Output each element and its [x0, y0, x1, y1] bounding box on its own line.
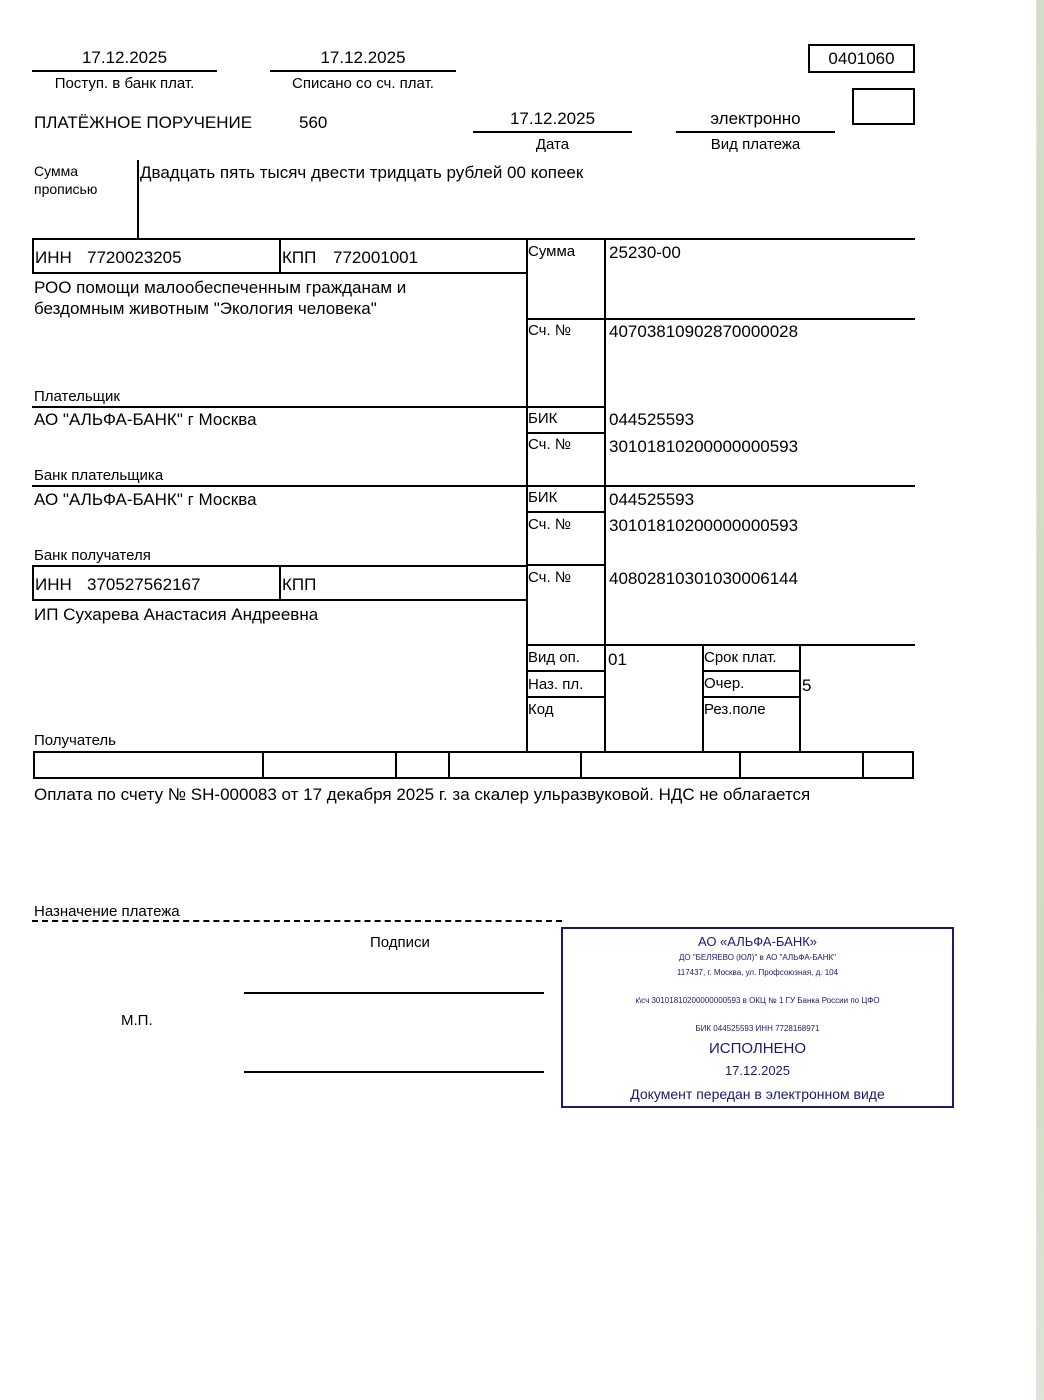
grid-line — [526, 696, 606, 698]
tax-fields-row — [33, 751, 914, 779]
grid-line — [395, 751, 397, 779]
grid-line — [702, 670, 801, 672]
seal-label: М.П. — [121, 1012, 153, 1029]
priority-value: 5 — [802, 676, 812, 695]
payee-account: 40802810301030006144 — [609, 569, 799, 588]
payee-account-label: Сч. № — [528, 569, 571, 586]
payer-kpp: 772001001 — [333, 248, 419, 267]
payer-inn: 7720023205 — [87, 248, 182, 267]
grid-line — [526, 670, 606, 672]
document-title: ПЛАТЁЖНОЕ ПОРУЧЕНИЕ — [34, 113, 253, 132]
grid-line — [604, 238, 606, 751]
reserve-label: Рез.поле — [704, 701, 766, 718]
grid-line — [448, 751, 450, 779]
priority-label: Очер. — [704, 675, 745, 692]
signatures-label: Подписи — [370, 934, 430, 951]
payment-type: электронно — [710, 109, 801, 128]
stamp-corr-account: к\сч 30101810200000000593 в ОКЦ № 1 ГУ Банка России по ЦФО — [635, 996, 880, 1005]
signature-line-2 — [244, 1071, 544, 1073]
grid-line — [580, 751, 582, 779]
received-date-label: Поступ. в банк плат. — [54, 75, 195, 92]
payer-account: 40703810902870000028 — [609, 322, 799, 341]
received-date: 17.12.2025 — [81, 48, 168, 67]
payee-bank-bik: 044525593 — [609, 490, 695, 509]
payee-name: ИП Сухарева Анастасия Андреевна — [34, 605, 319, 624]
payer-bank-bik-label: БИК — [528, 410, 558, 427]
due-label: Срок плат. — [704, 649, 777, 666]
amount-words-label-2: прописью — [34, 181, 98, 197]
payee-bank-account: 30101810200000000593 — [609, 516, 799, 535]
grid-line — [526, 511, 606, 513]
amount-value: 25230-00 — [609, 243, 681, 262]
received-date-line — [32, 70, 217, 72]
stamp-bik-inn: БИК 044525593 ИНН 7728168971 — [695, 1024, 820, 1033]
grid-line — [32, 485, 915, 487]
status-box — [852, 88, 915, 125]
payment-purpose: Оплата по счету № SH-000083 от 17 декабря 2025 г. за скалер ульразвуковой. НДС не облагается — [34, 785, 811, 804]
amount-words-divider — [137, 160, 139, 239]
grid-line — [526, 318, 606, 320]
payee-inn-label: ИНН — [35, 575, 72, 594]
payer-section-label: Плательщик — [34, 388, 120, 405]
payer-name-2: бездомным животным "Экология человека" — [34, 299, 377, 318]
grid-line — [862, 751, 864, 779]
form-code: 0401060 — [808, 44, 915, 73]
document-date-line — [473, 131, 632, 133]
payee-kpp-label: КПП — [282, 575, 317, 594]
code-label: Код — [528, 701, 554, 718]
grid-line — [279, 238, 281, 274]
grid-line — [526, 432, 606, 434]
debited-date-label: Списано со сч. плат. — [292, 75, 434, 92]
payer-name-1: РОО помощи малообеспеченным гражданам и — [34, 278, 407, 297]
bank-stamp — [561, 927, 954, 1108]
document-date-label: Дата — [535, 136, 570, 153]
grid-line — [739, 751, 741, 779]
payer-account-label: Сч. № — [528, 322, 571, 339]
debited-date-line — [270, 70, 456, 72]
op-type-value: 01 — [608, 650, 627, 669]
payer-bank-section-label: Банк плательщика — [34, 467, 164, 484]
purpose-code-label: Наз. пл. — [528, 676, 584, 693]
document-date: 17.12.2025 — [509, 109, 596, 128]
debited-date: 17.12.2025 — [320, 48, 406, 67]
payer-bank-account: 30101810200000000593 — [609, 437, 799, 456]
payer-kpp-label: КПП — [282, 248, 317, 267]
payer-bank-bik: 044525593 — [609, 410, 695, 429]
grid-line — [279, 565, 281, 601]
window-edge — [1036, 0, 1044, 1400]
payee-bank-account-label: Сч. № — [528, 516, 571, 533]
amount-words-value: Двадцать пять тысяч двести тридцать рублей 00 копеек — [140, 163, 584, 182]
payee-bank-name: АО "АЛЬФА-БАНК" г Москва — [34, 490, 257, 509]
stamp-address: 117437, г. Москва, ул. Профсоюзная, д. 104 — [676, 968, 839, 977]
document-number: 560 — [299, 113, 328, 132]
stamp-bank-name: АО «АЛЬФА-БАНК» — [697, 934, 818, 949]
op-type-label: Вид оп. — [528, 649, 580, 666]
grid-line — [262, 751, 264, 779]
payment-type-line — [676, 131, 835, 133]
purpose-divider — [32, 920, 562, 922]
payee-section-label: Получатель — [34, 732, 116, 749]
purpose-label: Назначение платежа — [34, 903, 180, 920]
grid-line — [526, 644, 915, 646]
payee-inn: 370527562167 — [87, 575, 201, 594]
amount-label: Сумма — [528, 243, 576, 260]
stamp-note: Документ передан в электронном виде — [630, 1086, 885, 1102]
signature-line-1 — [244, 992, 544, 994]
payee-bank-bik-label: БИК — [528, 489, 558, 506]
grid-line — [32, 406, 606, 408]
stamp-status: ИСПОЛНЕНО — [708, 1040, 807, 1057]
grid-line — [604, 318, 915, 320]
payer-inn-label: ИНН — [35, 248, 72, 267]
grid-line — [526, 564, 606, 566]
payee-bank-section-label: Банк получателя — [34, 547, 151, 564]
payer-bank-name: АО "АЛЬФА-БАНК" г Москва — [34, 410, 257, 429]
stamp-date: 17.12.2025 — [724, 1063, 791, 1078]
amount-words-label-1: Сумма — [34, 163, 78, 179]
payer-bank-account-label: Сч. № — [528, 436, 571, 453]
stamp-branch: ДО "БЕЛЯЕВО (ЮЛ)" в АО "АЛЬФА-БАНК" — [678, 953, 837, 962]
payment-type-label: Вид платежа — [710, 136, 801, 153]
grid-line — [702, 696, 801, 698]
